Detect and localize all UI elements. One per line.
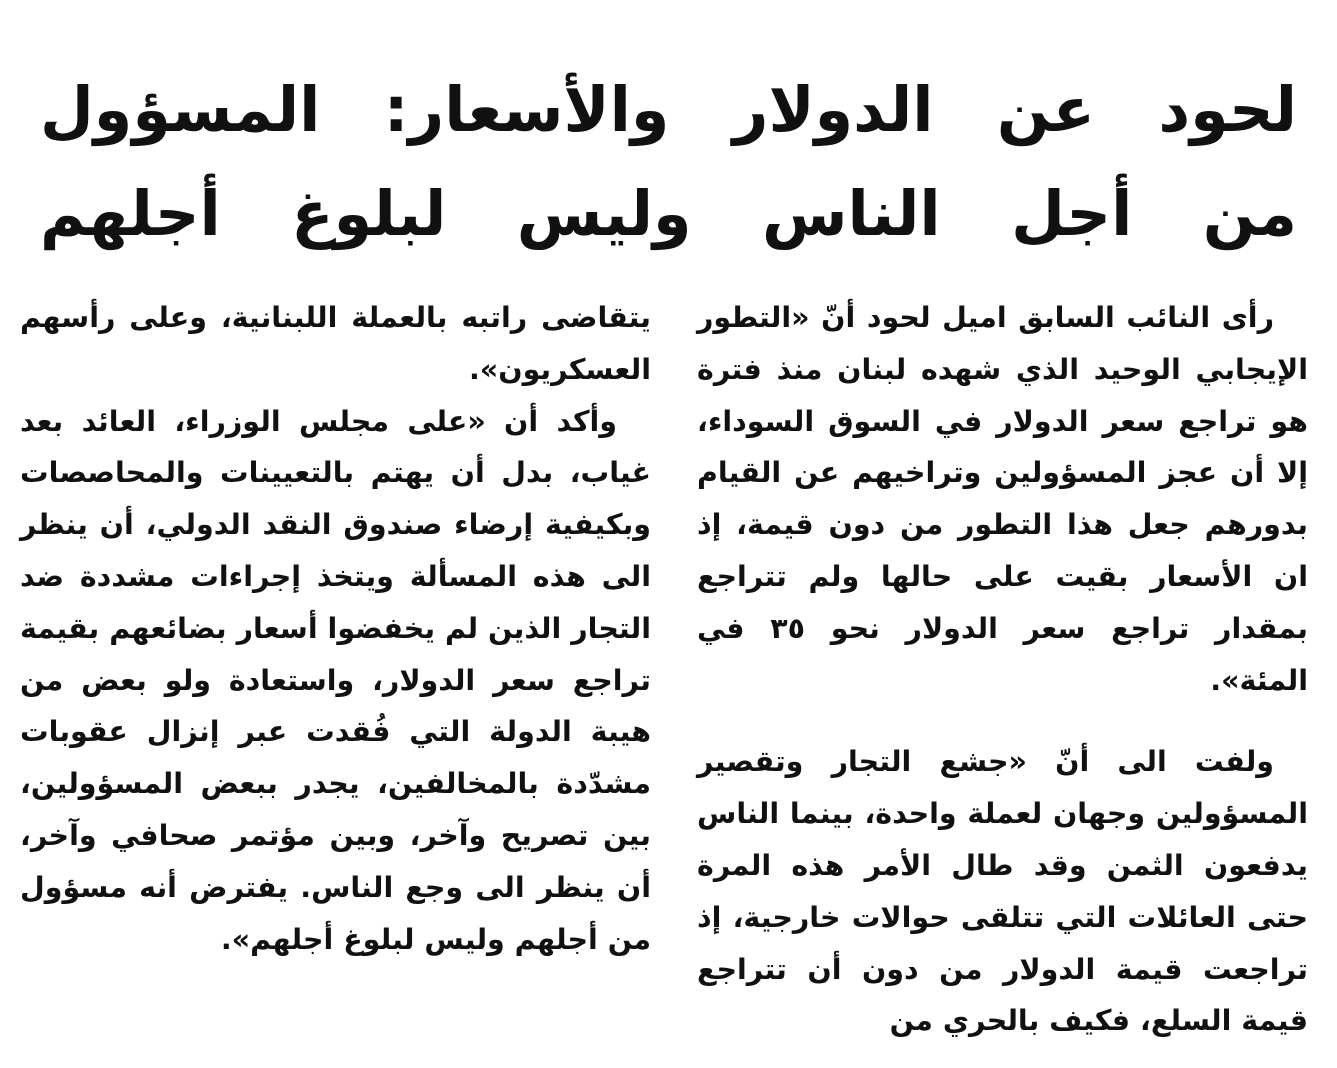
paragraph-right-1: رأى النائب السابق اميل لحود أنّ «التطور الإيجابي الوحيد الذي شهده لبنان منذ فترة هو تراجع سعر الدولار في السوق السوداء، إلا أن عجز المسؤولين وتراخيهم عن القيام بدورهم جعل هذا التطور من دون قيمة، إذ ان الأسعار بقيت على حالها ولم تتراجع بمقدار تراجع سعر الدولار نحو ٣٥ في المئة». xyxy=(697,301,1308,697)
article-column-right xyxy=(697,292,1308,1047)
article-column-left xyxy=(20,292,651,965)
paragraph-left-1: يتقاضى راتبه بالعملة اللبنانية، وعلى رأسهم العسكريون». xyxy=(20,301,651,386)
paragraph-left-2: وأكد أن «على مجلس الوزراء، العائد بعد غياب، بدل أن يهتم بالتعيينات والمحاصصات وبكيفية إرضاء صندوق النقد الدولي، أن ينظر الى هذه المسألة ويتخذ إجراءات مشددة ضد التجار الذين لم يخفضوا أسعار بضائعهم بقيمة تراجع سعر الدولار، واستعادة ولو بعض من هيبة الدولة التي فُقدت عبر إنزال عقوبات مشدّدة بالمخالفين، يجدر ببعض المسؤولين، بين تصريح وآخر، وبين مؤتمر صحافي وآخر، أن ينظر الى وجع الناس. يفترض أنه مسؤول من أجلهم وليس لبلوغ أجلهم». xyxy=(20,404,651,956)
paragraph-right-2: ولفت الى أنّ «جشع التجار وتقصير المسؤولين وجهان لعملة واحدة، بينما الناس يدفعون الثمن وقد طال الأمر هذه المرة حتى العائلات التي تتلقى حوالات خارجية، إذ تراجعت قيمة الدولار من دون أن تتراجع قيمة السلع، فكيف بالحري من xyxy=(697,745,1308,1038)
headline-line-2: من أجل الناس وليس لبلوغ أجلهم xyxy=(40,177,1297,250)
headline-line-1: لحود عن الدولار والأسعار: المسؤول xyxy=(40,73,1297,146)
headline xyxy=(40,58,1297,266)
